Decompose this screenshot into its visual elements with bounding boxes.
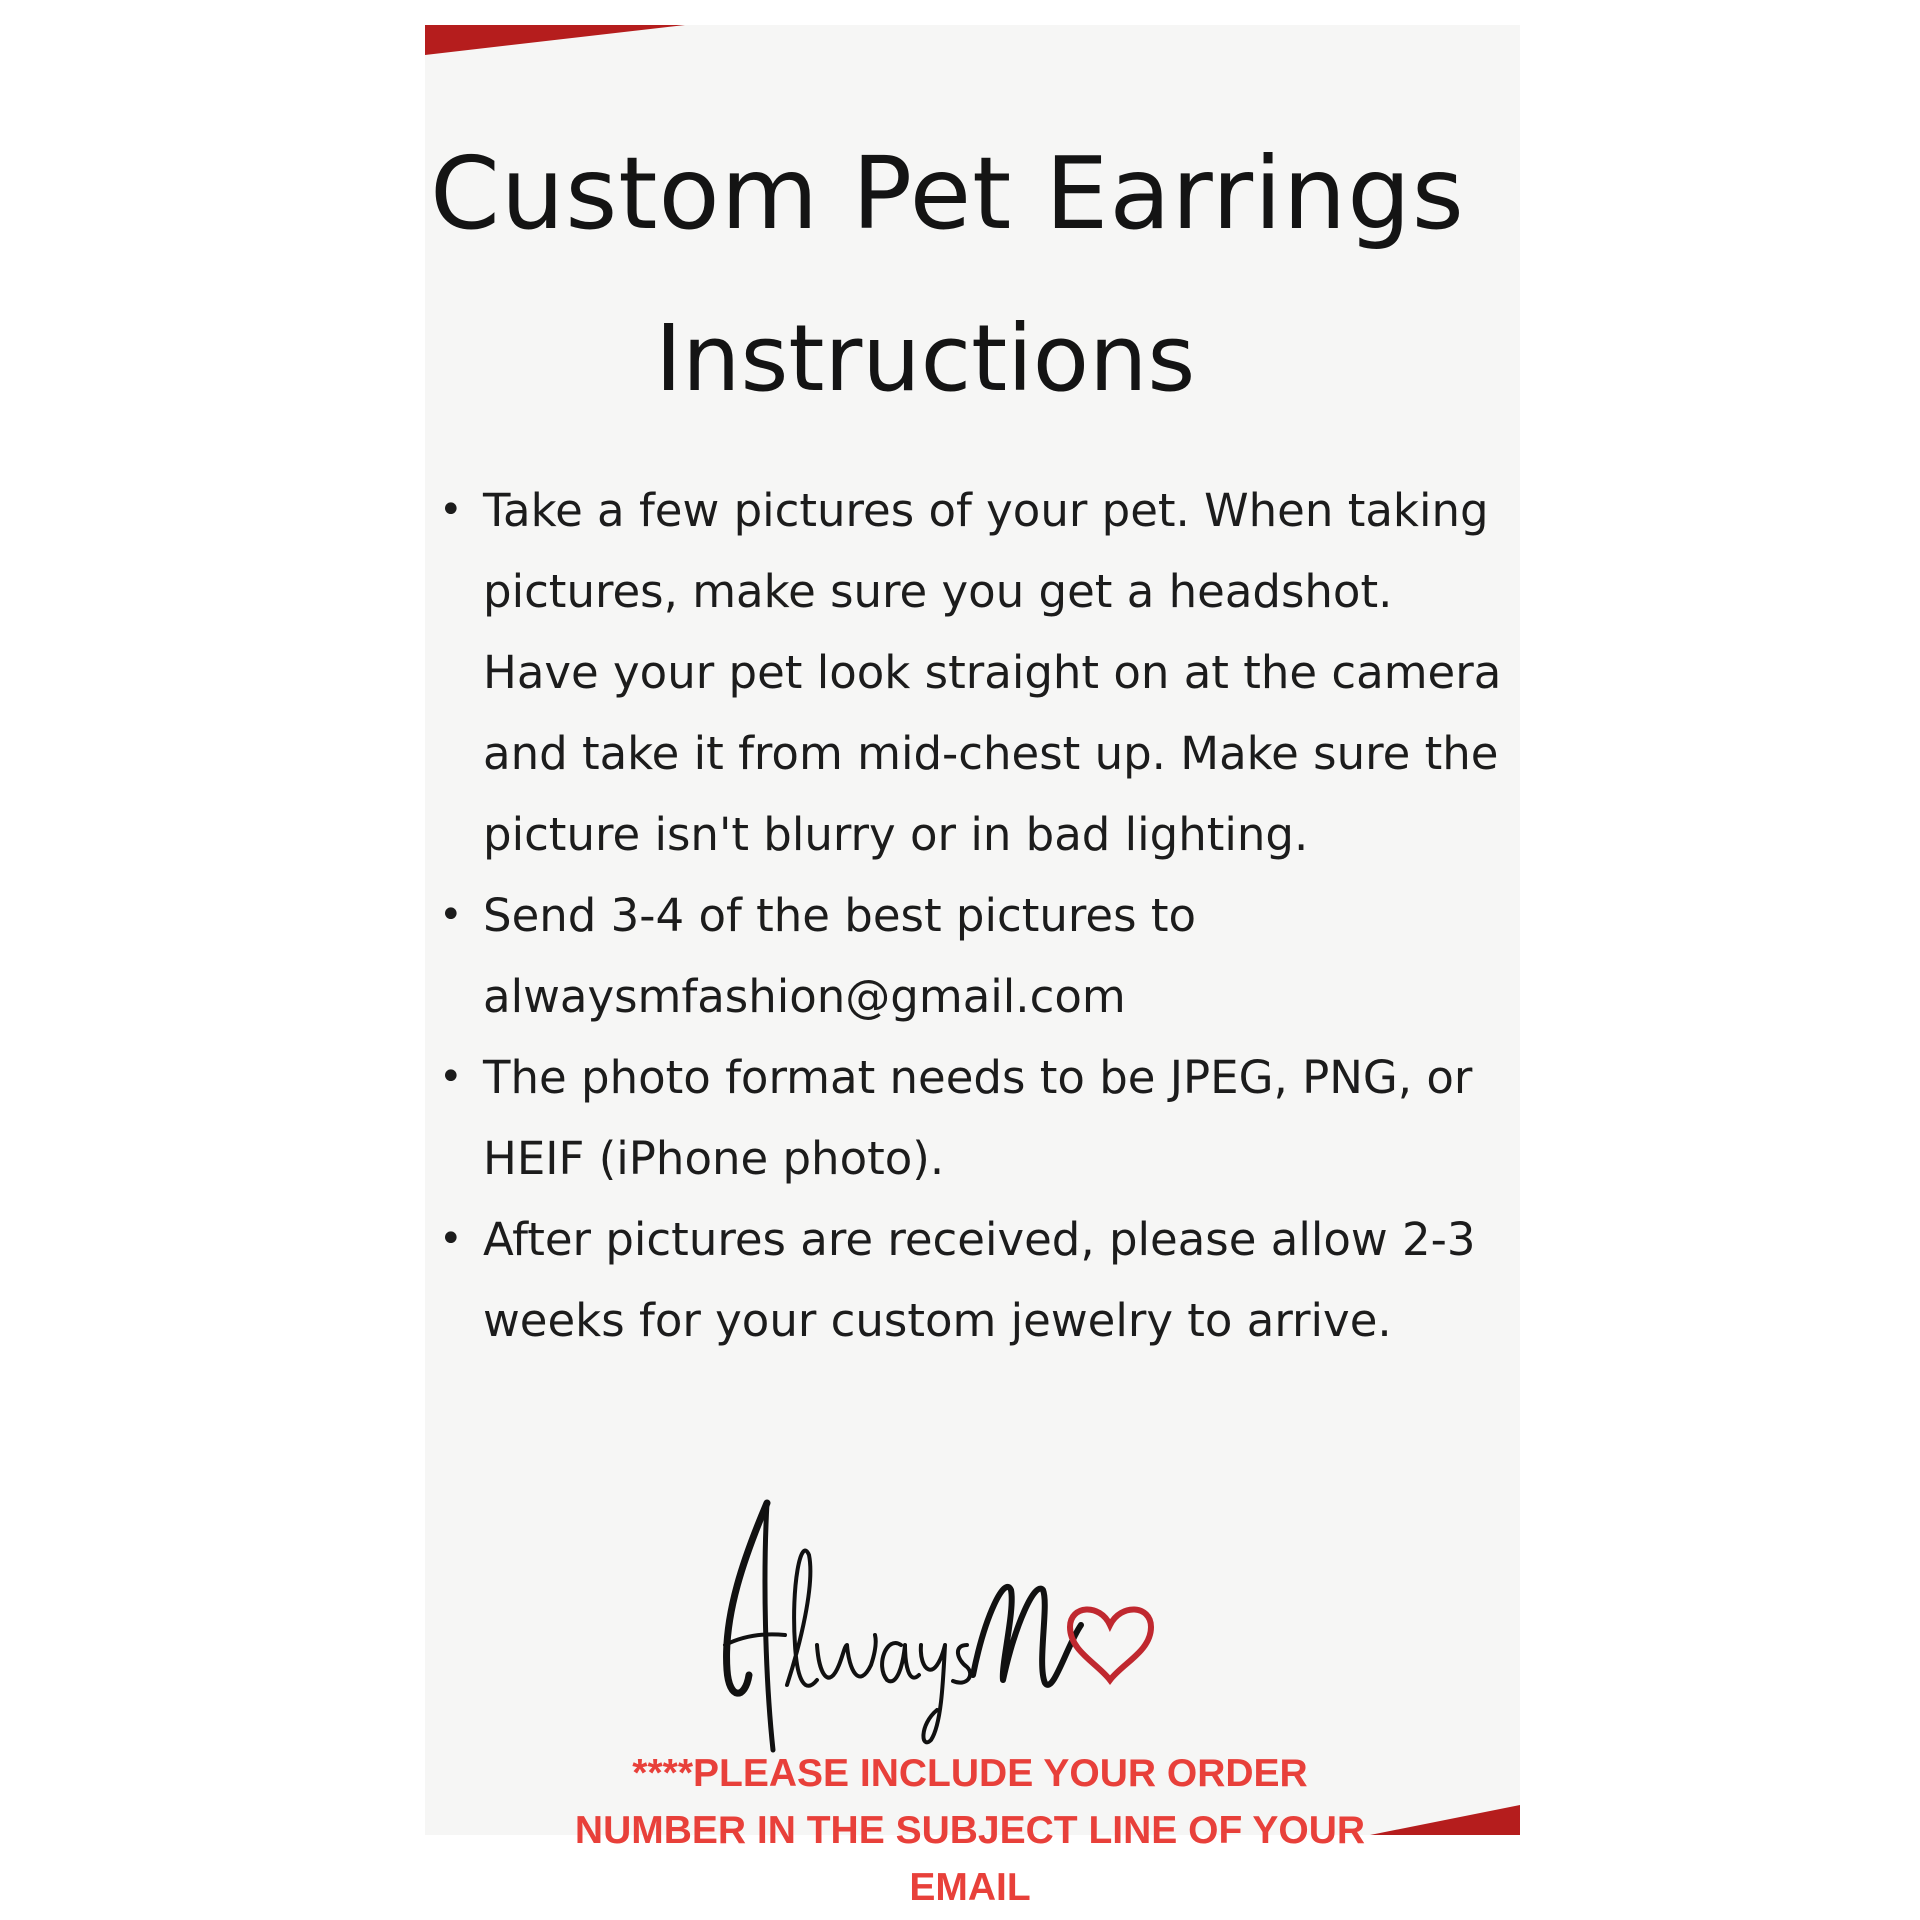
instruction-text: The photo format needs to be JPEG, PNG, or HEIF (iPhone photo).	[483, 1051, 1473, 1185]
instruction-text: Take a few pictures of your pet. When taking pictures, make sure you get a headshot. Have your pet look straight on at the camera and take it from mid-chest up. Make sure the picture isn't blurry or in bad lighting.	[483, 484, 1502, 861]
bullet-dot: •	[439, 1216, 463, 1262]
instruction-item	[435, 470, 1505, 875]
bullet-dot: •	[439, 1054, 463, 1100]
red-corner-accent-top	[425, 25, 685, 59]
instruction-item	[435, 1199, 1505, 1361]
order-number-notice: ****PLEASE INCLUDE YOUR ORDER NUMBER IN THE SUBJECT LINE OF YOUR EMAIL	[574, 1752, 1366, 1909]
instruction-item	[435, 1037, 1505, 1199]
title-line-2: Instructions	[655, 305, 1196, 412]
instruction-item	[435, 875, 1505, 1037]
instruction-text: Send 3-4 of the best pictures to alwaysmfashion@gmail.com	[483, 889, 1197, 1023]
instruction-list	[435, 470, 1505, 1361]
red-corner-accent-bottom	[1370, 1800, 1520, 1835]
instruction-text: After pictures are received, please allow 2-3 weeks for your custom jewelry to arrive.	[483, 1213, 1476, 1347]
heart-icon	[1070, 1609, 1151, 1680]
alwaysm-logo	[705, 1495, 1225, 1765]
bullet-dot: •	[439, 892, 463, 938]
title-line-1: Custom Pet Earrings	[430, 135, 1465, 252]
bullet-dot: •	[439, 487, 463, 533]
